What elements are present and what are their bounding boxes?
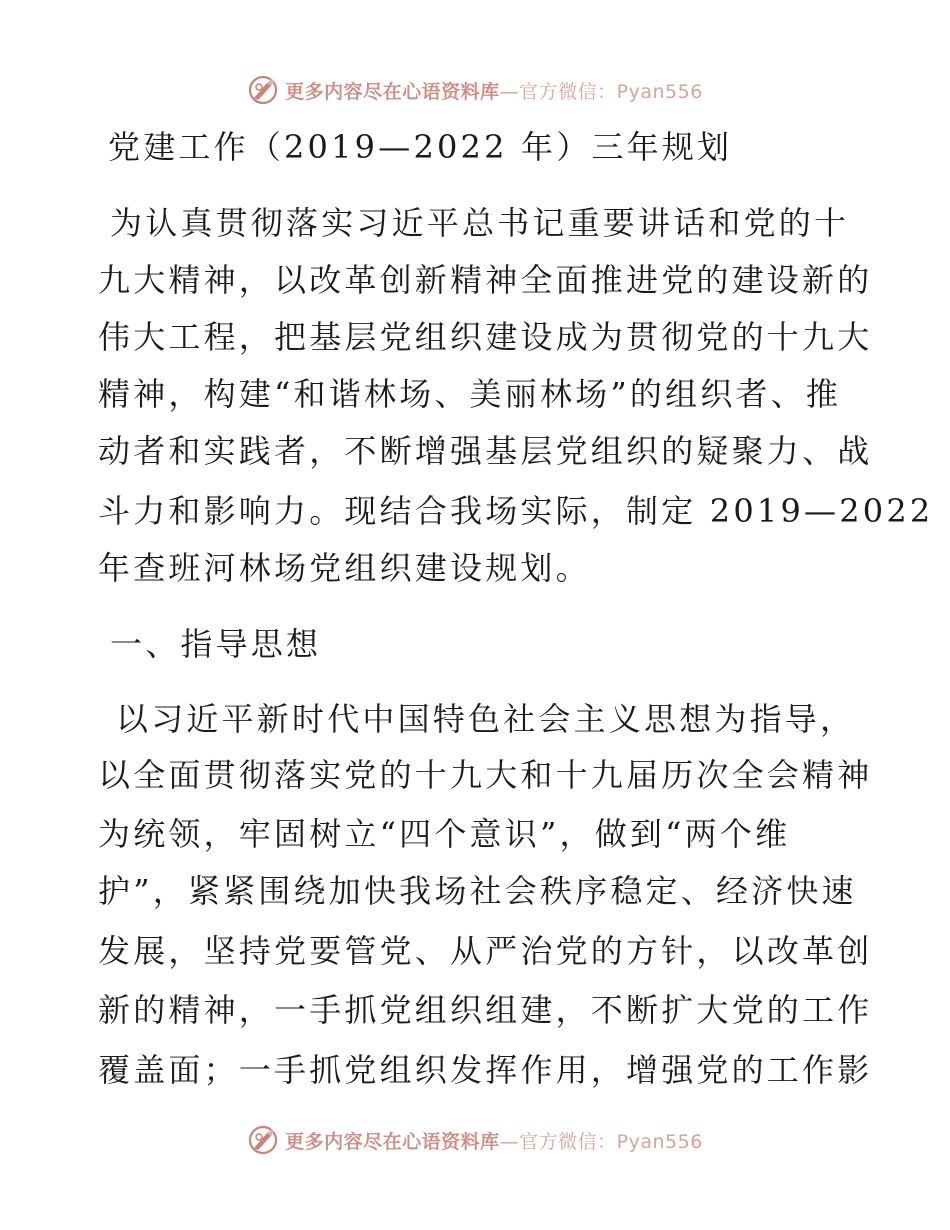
watermark-text — [285, 77, 703, 104]
intro-line-2: 九大精神，以改革创新精神全面推进党的建设新的 — [98, 261, 873, 299]
footer-watermark — [0, 1120, 950, 1160]
section1-line-5: 发展，坚持党要管党、从严治党的方针，以改革创 — [98, 932, 873, 970]
section1-line-4: 护”，紧紧围绕加快我场社会秩序稳定、经济快速 — [98, 872, 857, 910]
watermark-dash: — — [499, 80, 520, 103]
intro-line-1: 为认真贯彻落实习近平总书记重要讲话和党的十 — [110, 204, 850, 242]
intro-line-5: 动者和实践者，不断增强基层党组织的疑聚力、战 — [98, 432, 873, 470]
intro-line-3: 伟大工程，把基层党组织建设成为贯彻党的十九大 — [98, 318, 873, 356]
watermark-brand: 更多内容尽在心语资料库 — [285, 80, 500, 103]
header-watermark — [0, 70, 950, 110]
intro-line-6: 斗力和影响力。现结合我场实际，制定 2019—2022 — [98, 492, 934, 530]
quill-logo-icon — [247, 74, 279, 106]
section1-line-2: 以全面贯彻落实党的十九大和十九届历次全会精神 — [98, 756, 873, 794]
document-title: 党建工作（2019—2022 年）三年规划 — [108, 128, 733, 166]
intro-line-7: 年查班河林场党组织建设规划。 — [98, 549, 591, 587]
watermark-dash: — — [499, 1130, 520, 1153]
intro-line-4: 精神，构建“和谐林场、美丽林场”的组织者、推 — [98, 375, 842, 413]
section1-line-1: 以习近平新时代中国特色社会主义思想为指导， — [116, 700, 856, 738]
watermark-contact: 官方微信：Pyan556 — [519, 1130, 703, 1153]
watermark-text — [285, 1127, 703, 1154]
quill-logo-icon — [247, 1124, 279, 1156]
section1-line-3: 为统领，牢固树立“四个意识”，做到“两个维 — [98, 815, 791, 853]
section1-heading: 一、指导思想 — [110, 625, 322, 663]
watermark-contact: 官方微信：Pyan556 — [519, 80, 703, 103]
section1-line-6: 新的精神，一手抓党组织组建，不断扩大党的工作 — [98, 991, 873, 1029]
watermark-brand: 更多内容尽在心语资料库 — [285, 1130, 500, 1153]
section1-line-7: 覆盖面；一手抓党组织发挥作用，增强党的工作影 — [98, 1051, 873, 1089]
